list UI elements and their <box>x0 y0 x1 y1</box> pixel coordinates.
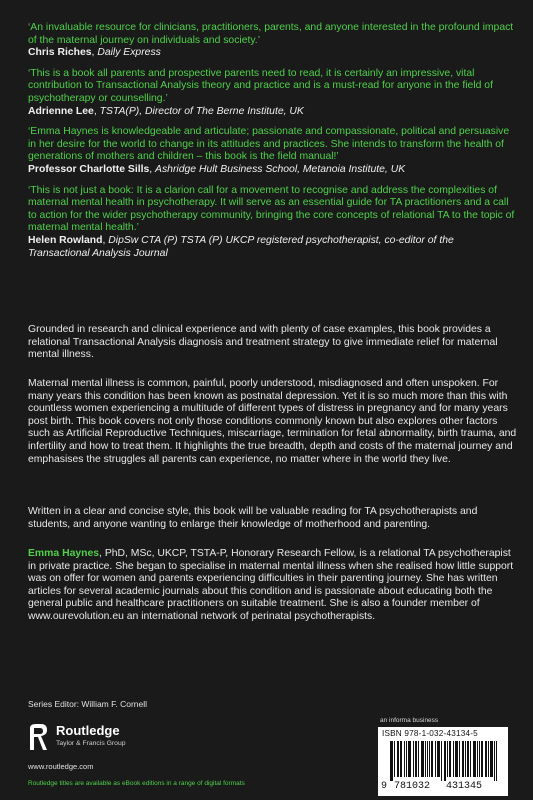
routledge-r-icon <box>28 722 50 752</box>
barcode-bar <box>456 741 457 777</box>
barcode-bar <box>401 741 402 777</box>
description-paragraph-3: Written in a clear and concise style, this book will be valuable reading for TA psychotherapists and students, and anyone wanting to enlarge their knowledge of motherhood and parenting. <box>28 506 478 530</box>
barcode-bar <box>450 741 451 777</box>
quote-text: ‘Emma Haynes is knowledgeable and articulate; passionate and compassionate, political and persuasive in her desire for the world to change in its attitudes and practices. She intends to transform the health of generations of mothers and children – this book is the field manual!’ <box>28 126 510 163</box>
barcode-bar <box>408 741 409 777</box>
barcode-bar <box>418 741 419 777</box>
barcode-bar <box>473 741 474 777</box>
barcode-bar <box>404 741 405 777</box>
endorsement-3: ‘Emma Haynes is knowledgeable and articulate; passionate and compassionate, political and persuasive in her desire for the world to change in its attitudes and practices. She intends to transform the health of generations of mothers and children – this book is the field manual!’ Professor Charlotte Sills, Ashridge Hult Business School, Metanoia Institute, UK <box>28 126 518 176</box>
quote-author-role: Daily Express <box>97 47 161 59</box>
barcode-digit-first: 9 <box>381 781 388 792</box>
barcode-bar <box>462 741 463 777</box>
barcode-bar <box>468 741 469 777</box>
barcode-bar <box>391 741 392 781</box>
barcode-bar <box>482 741 483 777</box>
barcode-bar <box>390 741 391 781</box>
quote-author-role: Ashridge Hult Business School, Metanoia Institute, UK <box>155 163 406 175</box>
barcode-bar <box>496 741 497 781</box>
barcode-bar <box>467 741 468 777</box>
quote-text: ‘This is a book all parents and prospective parents need to read, it is certainly an impressive, vital contribution to Transactional Analysis theory and practice and is a must-read for anyone in the field of psychotherapy or counselling.’ <box>28 67 493 104</box>
barcode-bar <box>409 741 410 777</box>
barcode-digits <box>378 781 508 795</box>
quote-text: ‘An invaluable resource for clinicians, practitioners, parents, and anyone interested in the profound impact of the maternal journey on individuals and society.’ <box>28 22 514 46</box>
series-editor: Series Editor: William F. Cornell <box>28 699 148 709</box>
isbn-text: ISBN 978-1-032-43134-5 <box>382 729 478 738</box>
quote-author: Professor Charlotte Sills <box>28 163 150 175</box>
barcode-bar <box>492 741 493 777</box>
description-paragraph-1: Grounded in research and clinical experience and with plenty of case examples, this book provides a relational Transactional Analysis diagnosis and treatment strategy to give immediate relief for maternal mental illness. <box>28 324 498 361</box>
publisher-website: www.routledge.com <box>28 762 94 771</box>
author-name: Emma Haynes <box>28 548 100 559</box>
barcode-bar <box>463 741 464 777</box>
barcode-digits-left: 781032 <box>394 781 431 792</box>
barcode-bar <box>398 741 399 777</box>
barcode-bar <box>479 741 480 777</box>
barcode-bar <box>437 741 438 777</box>
barcode-bar <box>453 741 454 777</box>
barcode-bar <box>413 741 414 777</box>
description-paragraph-2: Maternal mental illness is common, painful, poorly understood, misdiagnosed and often unspoken. For many years this condition has been known as postnatal depression. Yet it is so much more than this with countless women experiencing a multitude of different types of distress in pregnancy and for many years post birth. This book covers not only those conditions commonly known but also explores other factors such as Artificial Reproductive Techniques, miscarriage, termination for fetal abnormality, birth trauma, and infertility and how to treat them. It highlights the true breadth, depth and costs of the maternal journey and emphasises the struggles all parents can experience, no matter where in the world they live. <box>28 378 517 465</box>
quote-author-role: DipSw CTA (P) TSTA (P) UKCP registered psychotherapist, co-editor of the Transactional Analysis Journal <box>28 234 454 259</box>
barcode-bar <box>415 741 416 777</box>
barcode-bar <box>485 741 486 777</box>
barcode-bar <box>410 741 411 777</box>
endorsement-2: ‘This is a book all parents and prospective parents need to read, it is certainly an impressive, vital contribution to Transactional Analysis theory and practice and is a must-read for anyone in the field of psychotherapy or counselling.’ Adrienne Lee, TSTA(P), Director of The Berne Institute, UK <box>28 68 518 118</box>
endorsement-4: ‘This is not just a book: It is a clarion call for a movement to recognise and address the complexities of maternal mental health in psychotherapy. It will serve as an essential guide for TA practitioners and a call to action for the wider psychotherapy community, bringing the core concepts of relational TA to the topic of maternal mental health.’ Helen Rowland, DipSw CTA (P) TSTA (P) UKCP registered psychotherapist, co-editor of the Transactional Analysis Journal <box>28 185 518 261</box>
barcode-bar <box>400 741 401 777</box>
barcode-bars-icon <box>390 741 498 781</box>
barcode-bar <box>465 741 466 777</box>
quote-author: Chris Riches <box>28 47 92 59</box>
barcode-bar <box>470 741 471 777</box>
barcode-bar <box>397 741 398 777</box>
barcode-bar <box>491 741 492 777</box>
barcode-bar <box>494 741 495 781</box>
barcode-bar <box>445 741 446 781</box>
barcode-bar <box>416 741 417 777</box>
barcode-bar <box>435 741 436 777</box>
barcode-bar <box>490 741 491 777</box>
author-bio-text: , PhD, MSc, UKCP, TSTA-P, Honorary Research Fellow, is a relational TA psychotherapist in private practice. She began to specialise in maternal mental illness when she realised how little support was on offer for women and parents experiencing difficulties in their parenting journey. She has written articles for several academic journals about this condition and is passionate about educating both the general public and healthcare practitioners on suitable treatment. She is also a founder member of www.ourevolution.eu an international network of perinatal psychotherapists. <box>28 548 514 622</box>
barcode-bar <box>481 741 482 777</box>
barcode-bar <box>447 741 448 777</box>
barcode-bar <box>438 741 439 777</box>
endorsement-1: ‘An invaluable resource for clinicians, practitioners, parents, and anyone interested in the profound impact of the maternal journey on individuals and society.’ Chris Riches, Daily Express <box>28 22 518 60</box>
barcode-bar <box>421 741 422 777</box>
barcode-bar <box>439 741 440 777</box>
barcode-bar <box>423 741 424 777</box>
barcode-bar <box>394 741 395 777</box>
barcode-bar <box>486 741 487 777</box>
barcode-bar <box>457 741 458 777</box>
publisher-name: Routledge <box>56 723 120 738</box>
routledge-logo <box>28 722 168 762</box>
ebook-note: Routledge titles are available as eBook editions in a range of digital formats <box>28 780 245 787</box>
quote-author: Helen Rowland <box>28 234 103 246</box>
barcode-bar <box>475 741 476 777</box>
barcode-bar <box>477 741 478 777</box>
publisher-group: Taylor & Francis Group <box>56 740 126 747</box>
barcode-bar <box>422 741 423 777</box>
barcode-bar <box>474 741 475 777</box>
barcode-bar <box>392 741 393 781</box>
barcode-bar <box>431 741 432 777</box>
barcode-bar <box>432 741 433 777</box>
barcode-bar <box>406 741 407 777</box>
barcode-bar <box>427 741 428 777</box>
barcode-bar <box>441 741 442 781</box>
informa-tagline: an informa business <box>380 717 439 724</box>
barcode-bar <box>459 741 460 777</box>
quote-author: Adrienne Lee <box>28 105 94 117</box>
quote-text: ‘This is not just a book: It is a clarion call for a movement to recognise and address the complexities of maternal mental health in psychotherapy. It will serve as an essential guide for TA practitioners and a call to action for the wider psychotherapy community, bringing the core concepts of relational TA to the topic of maternal mental health.’ <box>28 184 515 234</box>
endorsements <box>28 22 518 268</box>
barcode-bar <box>425 741 426 777</box>
barcode-bar <box>444 741 445 781</box>
barcode-bar <box>429 741 430 777</box>
barcode-bar <box>449 741 450 777</box>
barcode-digits-right: 431345 <box>446 781 483 792</box>
barcode <box>378 727 508 796</box>
barcode-bar <box>488 741 489 777</box>
barcode-bar <box>455 741 456 777</box>
quote-author-role: TSTA(P), Director of The Berne Institute, UK <box>99 105 304 117</box>
author-bio <box>28 548 518 624</box>
